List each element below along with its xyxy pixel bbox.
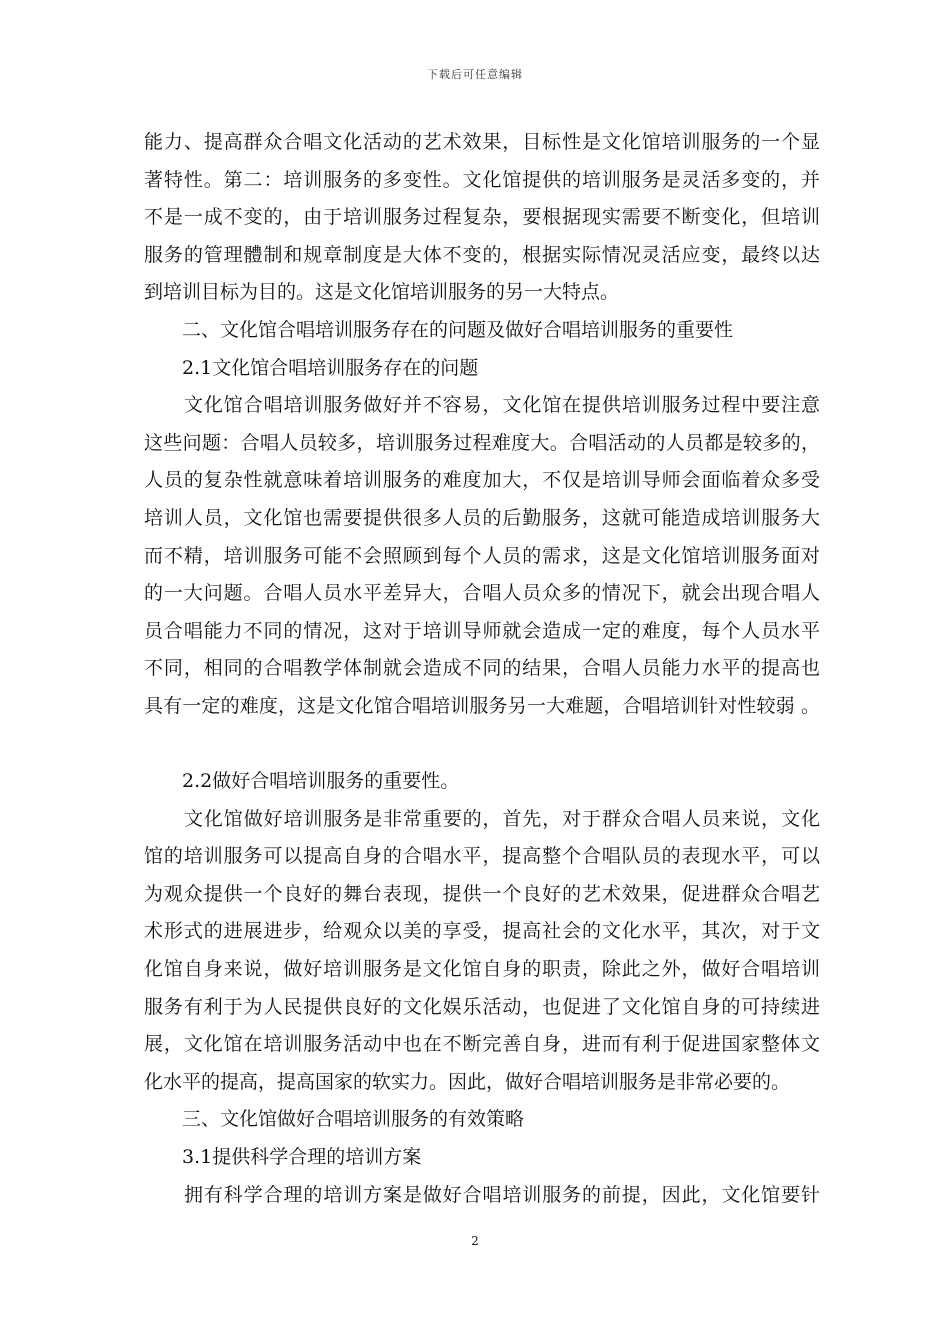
text-line: 员合唱能力不同的情况，这对于培训导师就会造成一定的难度，每个人员水平 — [144, 619, 820, 642]
text-line: 而不精，培训服务可能不会照顾到每个人员的需求，这是文化馆培训服务面对 — [144, 544, 820, 567]
text-line: 为观众提供一个良好的舞台表现，提供一个良好的艺术效果，促进群众合唱艺 — [144, 882, 820, 905]
subsection-heading-2-2: 2.2做好合唱培训服务的重要性。 — [182, 770, 460, 793]
page-header: 下载后可任意编辑 — [427, 68, 523, 81]
text-line: 服务的管理體制和规章制度是大体不变的，根据实际情况灵活应变，最终以达 — [144, 243, 820, 266]
text-line: 文化馆合唱培训服务做好并不容易，文化馆在提供培训服务过程中要注意 — [184, 394, 820, 417]
text-line: 拥有科学合理的培训方案是做好合唱培训服务的前提，因此，文化馆要针 — [184, 1183, 820, 1206]
text-line: 这些问题：合唱人员较多，培训服务过程难度大。合唱活动的人员都是较多的， — [144, 431, 820, 454]
paragraph-intro-continued — [144, 124, 820, 312]
document-body — [144, 124, 820, 1214]
text-line: 培训人员，文化馆也需要提供很多人员的后勤服务，这就可能造成培训服务大 — [144, 506, 820, 529]
text-line: 展，文化馆在培训服务活动中也在不断完善自身，进而有利于促进国家整体文 — [144, 1033, 820, 1056]
text-line: 不是一成不变的，由于培训服务过程复杂，要根据现实需要不断变化，但培训 — [144, 206, 820, 229]
text-line: 术形式的进展进步，给观众以美的享受，提高社会的文化水平，其次，对于文 — [144, 920, 820, 943]
text-line: 能力、提高群众合唱文化活动的艺术效果，目标性是文化馆培训服务的一个显 — [144, 131, 820, 153]
paragraph-importance — [144, 801, 820, 1102]
paragraph-plan — [144, 1177, 820, 1215]
text-line: 化馆自身来说，做好培训服务是文化馆自身的职责，除此之外，做好合唱培训 — [144, 958, 820, 981]
section-heading-3: 三、文化馆做好合唱培训服务的有效策略 — [182, 1108, 525, 1131]
text-line: 不同，相同的合唱教学体制就会造成不同的结果，合唱人员能力水平的提高也 — [144, 657, 820, 680]
subsection-heading-3-1: 3.1提供科学合理的培训方案 — [182, 1146, 422, 1169]
text-line: 具有一定的难度，这是文化馆合唱培训服务另一大难题，合唱培训针对性较弱 。 — [144, 694, 820, 717]
paragraph-problems — [144, 387, 820, 725]
page-number: 2 — [471, 1234, 479, 1248]
text-line: 馆的培训服务可以提高自身的合唱水平，提高整个合唱队员的表现水平，可以 — [144, 845, 820, 868]
text-line: 人员的复杂性就意味着培训服务的难度加大，不仅是培训导师会面临着众多受 — [144, 469, 820, 492]
text-line: 的一大问题。合唱人员水平差异大，合唱人员众多的情况下，就会出现合唱人 — [144, 582, 820, 605]
text-line: 著特性。第二：培训服务的多变性。文化馆提供的培训服务是灵活多变的，并 — [144, 168, 820, 191]
paragraph-gap — [144, 726, 820, 764]
section-heading-2: 二、文化馆合唱培训服务存在的问题及做好合唱培训服务的重要性 — [182, 318, 734, 341]
text-line: 服务有利于为人民提供良好的文化娱乐活动，也促进了文化馆自身的可持续进 — [144, 995, 820, 1018]
text-line: 到培训目标为目的。这是文化馆培训服务的另一大特点。 — [144, 281, 620, 304]
subsection-heading-2-1: 2.1文化馆合唱培训服务存在的问题 — [182, 356, 479, 379]
text-line: 文化馆做好培训服务是非常重要的，首先，对于群众合唱人员来说，文化 — [184, 807, 820, 830]
text-line: 化水平的提高，提高国家的软实力。因此，做好合唱培训服务是非常必要的。 — [144, 1070, 791, 1093]
